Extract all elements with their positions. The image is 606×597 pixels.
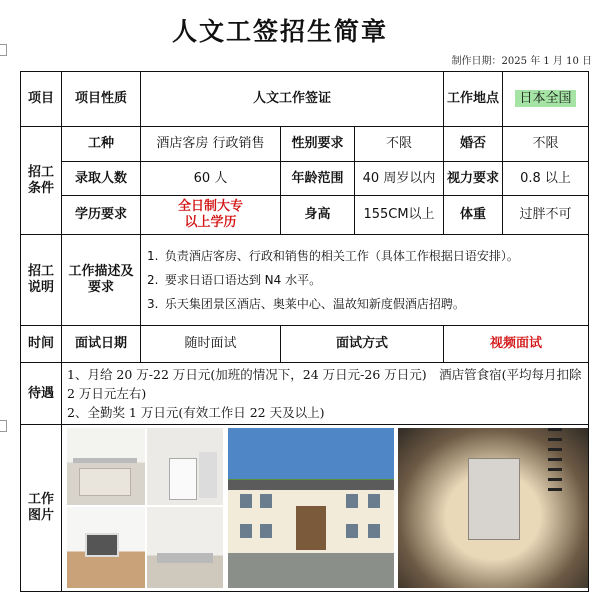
interview-date-label: 面试日期 — [62, 326, 141, 363]
recruitment-table — [20, 71, 589, 592]
job-type-value: 酒店客房 行政销售 — [141, 127, 281, 162]
interview-date-value: 随时面试 — [141, 326, 281, 363]
height-label: 身高 — [281, 196, 355, 235]
interview-row — [21, 326, 589, 363]
recruit-row-3 — [21, 196, 589, 235]
job-type-label: 工种 — [62, 127, 141, 162]
pay-row — [21, 363, 589, 425]
photos-row — [21, 425, 589, 592]
gender-value: 不限 — [355, 127, 444, 162]
interview-section-label: 时间 — [21, 326, 62, 363]
description-list — [141, 235, 589, 326]
dormitory-building-photo — [228, 428, 394, 588]
pay-section-label: 待遇 — [21, 363, 62, 425]
education-value-line1: 全日制大专 — [177, 199, 243, 215]
dorm-room-photo — [398, 428, 588, 588]
work-location-cell — [503, 72, 589, 127]
vision-label: 视力要求 — [444, 162, 503, 196]
headcount-value: 60 人 — [141, 162, 281, 196]
education-label: 学历要求 — [62, 196, 141, 235]
interview-method-value: 视频面试 — [444, 326, 589, 363]
work-location-value: 日本全国 — [515, 90, 575, 107]
recruit-row-1 — [21, 127, 589, 162]
headcount-label: 录取人数 — [62, 162, 141, 196]
page-edge-mark — [0, 44, 7, 56]
description-item: 3. 乐天集团景区酒店、奥莱中心、温故知新度假酒店招聘。 — [147, 297, 465, 311]
project-nature-label: 项目性质 — [62, 72, 141, 127]
age-value: 40 周岁以内 — [355, 162, 444, 196]
education-value — [141, 196, 281, 235]
interview-method-label: 面试方式 — [281, 326, 444, 363]
description-item: 1. 负责酒店客房、行政和销售的相关工作（具体工作根据日语安排）。 — [147, 249, 519, 263]
kitchen-shelf-photo — [67, 428, 145, 505]
description-item: 2. 要求日语口语达到 N4 水平。 — [147, 273, 322, 287]
project-label: 项目 — [21, 72, 62, 127]
photos-area — [62, 425, 589, 592]
weight-label: 体重 — [444, 196, 503, 235]
project-row — [21, 72, 589, 127]
pay-details — [62, 363, 589, 425]
page-title: 人文工签招生简章 — [171, 17, 388, 46]
page-edge-mark — [0, 420, 7, 432]
laundry-room-photo — [147, 428, 223, 505]
vision-value: 0.8 以上 — [503, 162, 589, 196]
pay-line-1: 1、月给 20 万-22 万日元(加班的情况下，24 万日元-26 万日元) 酒店管食宿(平均每月扣除 2 万日元左右) — [67, 367, 582, 401]
description-section-label: 招工说明 — [21, 235, 62, 326]
marital-value: 不限 — [503, 127, 589, 162]
education-value-line2: 以上学历 — [184, 215, 237, 230]
gender-label: 性别要求 — [281, 127, 355, 162]
weight-value: 过胖不可 — [503, 196, 589, 235]
kitchen-sink-photo — [147, 507, 223, 588]
description-row — [21, 235, 589, 326]
work-location-label: 工作地点 — [444, 72, 503, 127]
pay-line-2: 2、全勤奖 1 万日元(有效工作日 22 天及以上) — [67, 405, 325, 420]
photos-section-label: 工作图片 — [21, 425, 62, 592]
age-label: 年龄范围 — [281, 162, 355, 196]
recruit-row-2 — [21, 162, 589, 196]
microwave-photo — [67, 507, 145, 588]
description-label: 工作描述及要求 — [62, 235, 141, 326]
recruit-section-label: 招工条件 — [21, 127, 62, 235]
project-nature-value: 人文工作签证 — [141, 72, 444, 127]
creation-date: 制作日期：2025 年 1 月 10 日 — [451, 56, 592, 67]
marital-label: 婚否 — [444, 127, 503, 162]
height-value: 155CM以上 — [355, 196, 444, 235]
